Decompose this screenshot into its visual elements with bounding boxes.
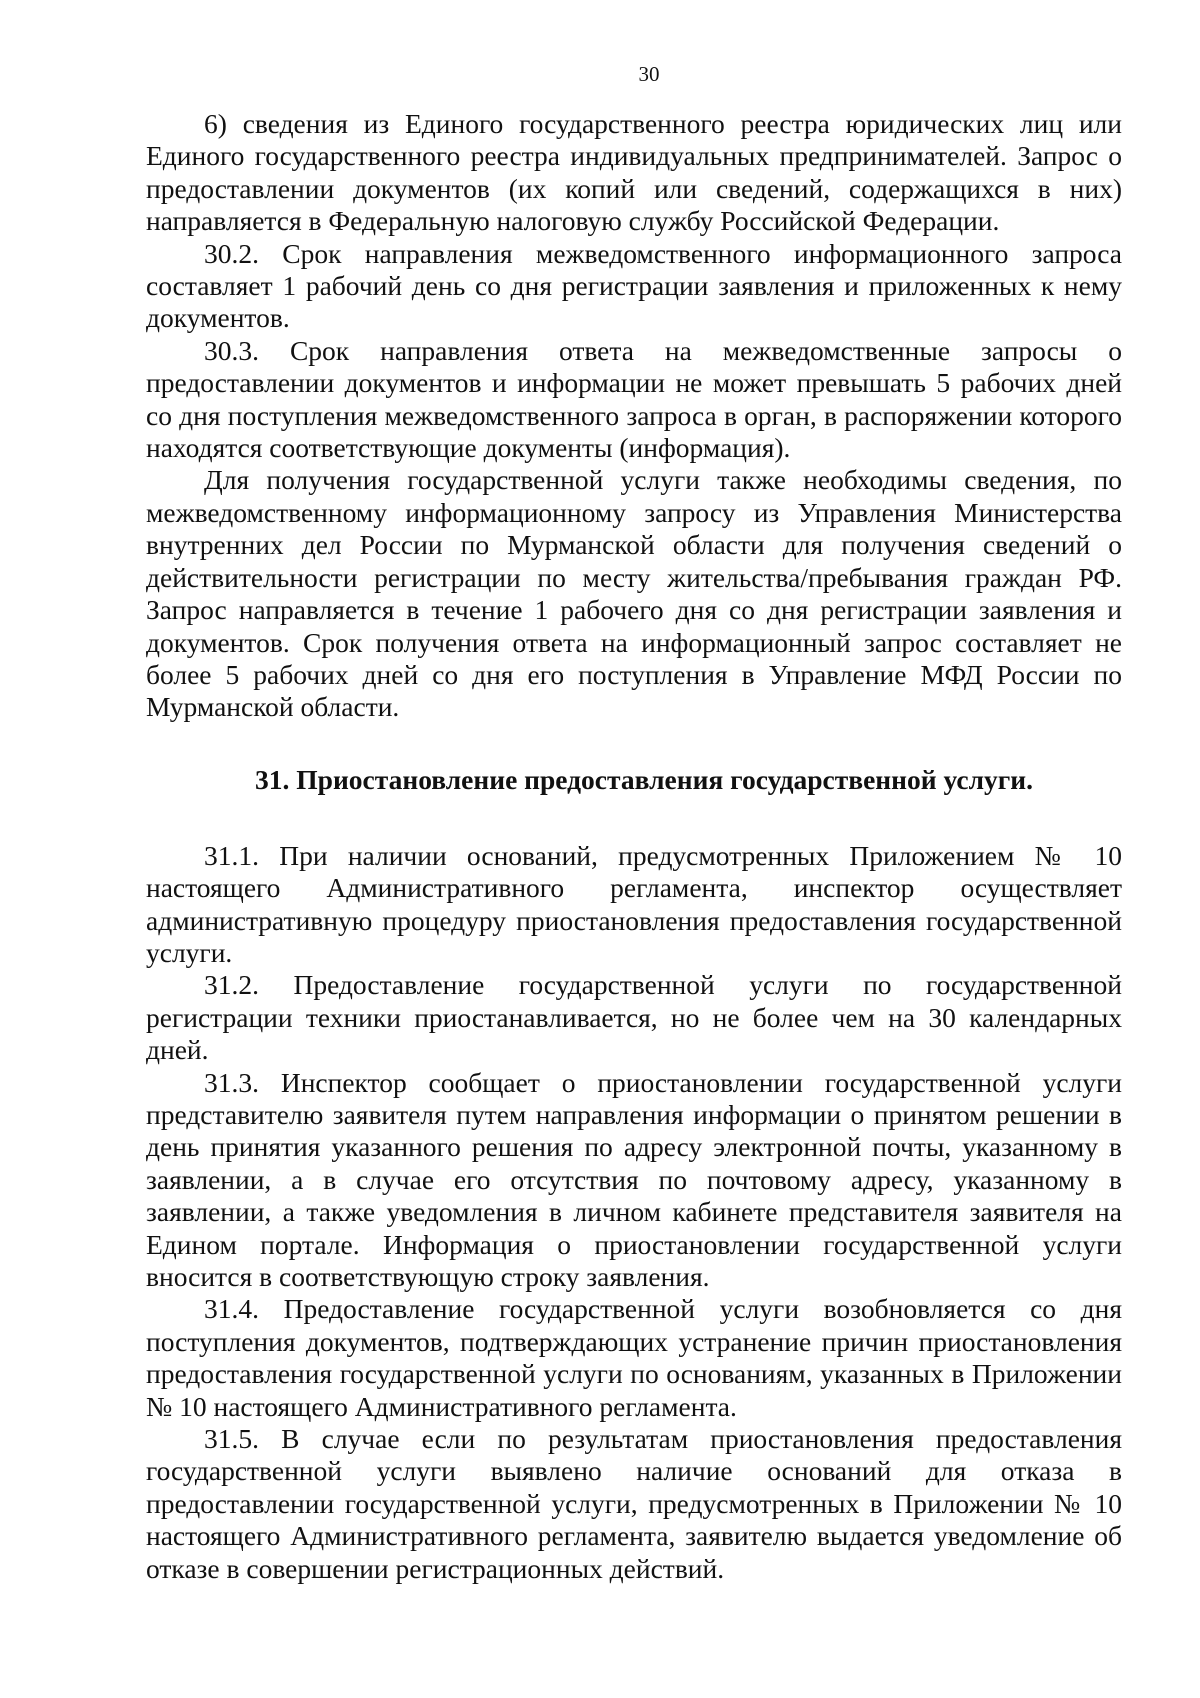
paragraph-30-mvd-request: Для получения государственной услуги также необходимы сведения, по межведомственному информационному запросу из Управления Министерства внутренних дел России по Мурманской области для получения сведений о действительности регистрации по месту жительства/пребывания граждан РФ. Запрос направляется в течение 1 рабочего дня со дня регистрации заявления и документов. Срок получения ответа на информационный запрос составляет не более 5 рабочих дней со дня его поступления в Управление МФД России по Мурманской области. <box>146 464 1122 723</box>
paragraph-30-1-item-6: 6) сведения из Единого государственного реестра юридических лиц или Единого государственного реестра индивидуальных предпринимателей. Запрос о предоставлении документов (их копий или сведений, содержащихся в них) направляется в Федеральную налоговую службу Российской Федерации. <box>146 108 1122 237</box>
paragraph-30-2: 30.2. Срок направления межведомственного информационного запроса составляет 1 рабочий день со дня регистрации заявления и приложенных к нему документов. <box>146 237 1122 334</box>
paragraph-31-5: 31.5. В случае если по результатам приостановления предоставления государственной услуги выявлено наличие оснований для отказа в предоставлении государственной услуги, предусмотренных в Приложении № 10 настоящего Административного регламента, заявителю выдается уведомление об отказе в совершении регистрационных действий. <box>146 1423 1122 1584</box>
section-31-heading: 31. Приостановление предоставления государственной услуги. <box>255 763 1033 795</box>
paragraph-31-1: 31.1. При наличии оснований, предусмотренных Приложением № 10 настоящего Административного регламента, инспектор осуществляет административную процедуру приостановления предоставления государственной услуги. <box>146 839 1122 968</box>
section-31-body <box>146 840 1122 1585</box>
paragraph-31-4: 31.4. Предоставление государственной услуги возобновляется со дня поступления документов, подтверждающих устранение причин приостановления предоставления государственной услуги по основаниям, указанных в Приложении № 10 настоящего Административного регламента. <box>146 1293 1122 1422</box>
page-number: 30 <box>638 62 660 86</box>
section-30-body <box>146 108 1122 724</box>
paragraph-30-3: 30.3. Срок направления ответа на межведомственные запросы о предоставлении документов и информации не может превышать 5 рабочих дней со дня поступления межведомственного запроса в орган, в распоряжении которого находятся соответствующие документы (информация). <box>146 334 1122 464</box>
document-page <box>146 60 1122 1585</box>
paragraph-31-2: 31.2. Предоставление государственной услуги по государственной регистрации техники приостанавливается, но не более чем на 30 календарных дней. <box>146 969 1122 1066</box>
paragraph-31-3: 31.3. Инспектор сообщает о приостановлении государственной услуги представителю заявителя путем направления информации о принятом решении в день принятия указанного решения по адресу электронной почты, указанному в заявлении, а в случае его отсутствия по почтовому адресу, указанному в заявлении, а также уведомления в личном кабинете представителя заявителя на Едином портале. Информация о приостановлении государственной услуги вносится в соответствующую строку заявления. <box>146 1066 1122 1292</box>
